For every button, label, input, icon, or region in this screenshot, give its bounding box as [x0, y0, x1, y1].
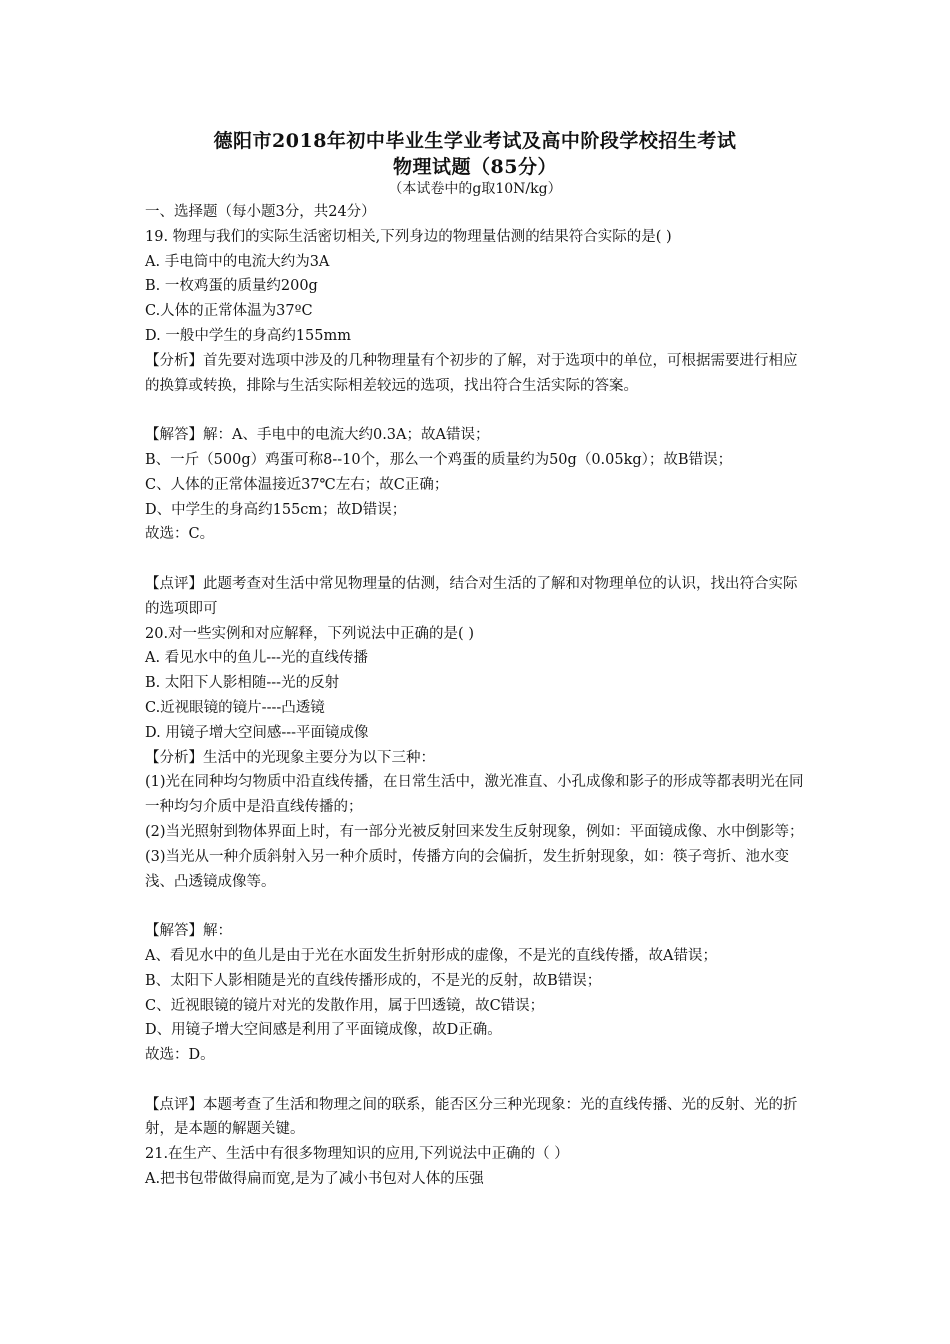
q19-answer-line: 故选：C。	[145, 526, 215, 543]
q20-analysis-line: (2)当光照射到物体界面上时，有一部分光被反射回来发生反射现象，例如：平面镜成像、水中倒影等；	[145, 823, 804, 840]
exam-title: 德阳市2018年初中毕业生学业考试及高中阶段学校招生考试	[213, 130, 737, 152]
spacer	[145, 547, 810, 572]
q19-stem: 19. 物理与我们的实际生活密切相关,下列身边的物理量估测的结果符合实际的是( )	[145, 228, 672, 245]
q19-answer-line: B、一斤（500g）鸡蛋可称8--10个，那么一个鸡蛋的质量约为50g（0.05kg）；故B错误；	[145, 451, 733, 468]
section-heading: 一、选择题（每小题3分，共24分）	[145, 204, 376, 220]
exam-subject-title: 物理试题（85分）	[393, 156, 557, 178]
q20-option-c: C.近视眼镜的镜片----凸透镜	[145, 699, 325, 716]
q20-answer-line: 【解答】解：	[145, 923, 232, 940]
q19-answer-line: D、中学生的身高约155cm；故D错误；	[145, 501, 407, 518]
spacer	[145, 398, 810, 423]
q19-option-d: D. 一般中学生的身高约155mm	[145, 327, 352, 344]
q20-option-d: D. 用镜子增大空间感---平面镜成像	[145, 724, 369, 741]
spacer	[145, 894, 810, 919]
exam-note: （本试卷中的g取10N/kg）	[388, 181, 562, 197]
q20-answer-line: B、太阳下人影相随是光的直线传播形成的，不是光的反射，故B错误；	[145, 972, 602, 989]
q19-comment: 【点评】此题考查对生活中常见物理量的估测，结合对生活的了解和对物理单位的认识，找出符合实际的选项即可	[145, 575, 798, 617]
q20-analysis-line: (1)光在同种均匀物质中沿直线传播，在日常生活中，激光准直、小孔成像和影子的形成等都表明光在同一种均匀介质中是沿直线传播的；	[145, 774, 804, 816]
q19-option-a: A. 手电筒中的电流大约为3A	[145, 253, 330, 270]
q19-analysis: 【分析】首先要对选项中涉及的几种物理量有个初步的了解，对于选项中的单位，可根据需要进行相应的换算或转换，排除与生活实际相差较远的选项，找出符合生活实际的答案。	[145, 352, 798, 394]
q20-analysis-line: (3)当光从一种介质斜射入另一种介质时，传播方向的会偏折，发生折射现象，如：筷子弯折、池水变浅、凸透镜成像等。	[145, 848, 790, 890]
q20-comment: 【点评】本题考查了生活和物理之间的联系，能否区分三种光现象：光的直线传播、光的反射、光的折射，是本题的解题关键。	[145, 1096, 798, 1138]
document-body	[145, 200, 810, 1192]
q20-option-b: B. 太阳下人影相随---光的反射	[145, 675, 340, 692]
q20-answer-line: A、看见水中的鱼儿是由于光在水面发生折射形成的虚像，不是光的直线传播，故A错误；	[145, 947, 717, 964]
q20-stem: 20.对一些实例和对应解释，下列说法中正确的是( )	[145, 625, 474, 642]
q19-answer-line: C、人体的正常体温接近37℃左右；故C正确；	[145, 476, 449, 493]
q20-answer-line: 故选：D。	[145, 1047, 215, 1064]
q20-analysis-line: 【分析】生活中的光现象主要分为以下三种：	[145, 749, 435, 766]
spacer	[145, 1068, 810, 1093]
q21-stem: 21.在生产、生活中有很多物理知识的应用,下列说法中正确的（ ）	[145, 1146, 569, 1163]
q20-answer-line: D、用镜子增大空间感是利用了平面镜成像，故D正确。	[145, 1022, 502, 1039]
q21-option-a: A.把书包带做得扁而宽,是为了减小书包对人体的压强	[145, 1171, 484, 1188]
q20-answer-line: C、近视眼镜的镜片对光的发散作用，属于凹透镜，故C错误；	[145, 997, 545, 1014]
q20-option-a: A. 看见水中的鱼儿---光的直线传播	[145, 650, 368, 667]
q19-option-c: C.人体的正常体温为37ºC	[145, 303, 313, 320]
q19-answer-line: 【解答】解：A、手电中的电流大约0.3A；故A错误；	[145, 427, 490, 444]
q19-option-b: B. 一枚鸡蛋的质量约200g	[145, 278, 318, 295]
